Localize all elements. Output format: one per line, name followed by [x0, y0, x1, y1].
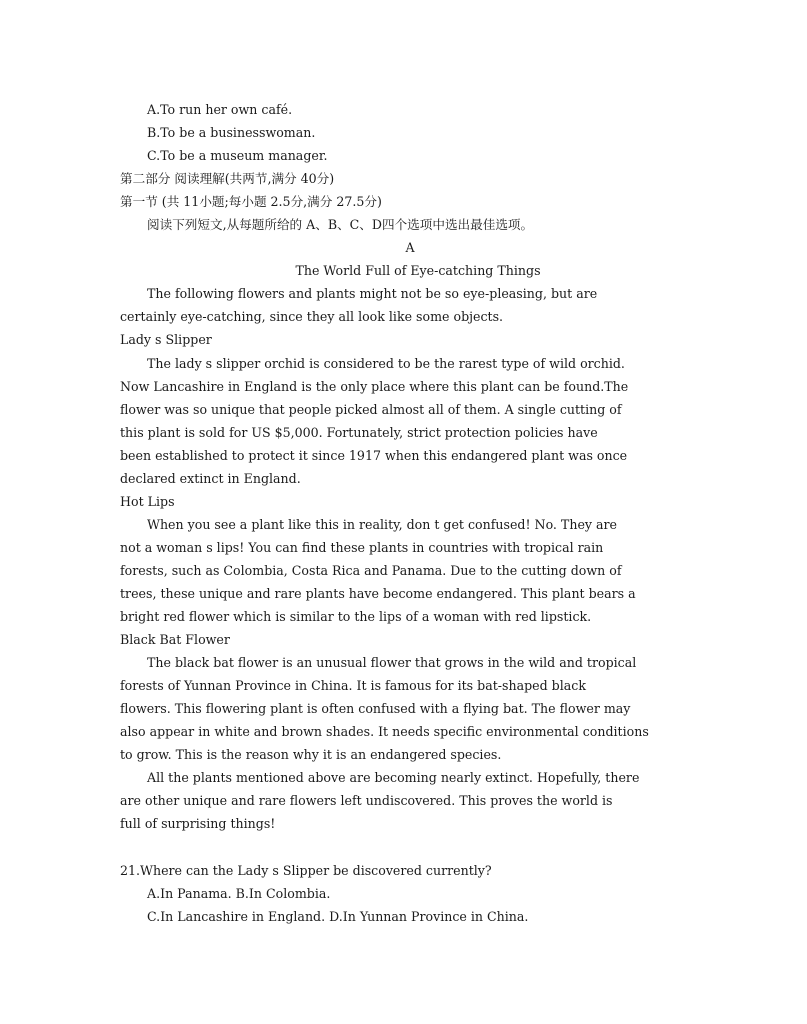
option-c-prev: C.To be a museum manager.	[147, 148, 328, 164]
paragraph-line: been established to protect it since 1917 when this endangered plant was once	[120, 447, 628, 463]
paragraph-line: forests, such as Colombia, Costa Rica and Panama. Due to the cutting down of	[120, 562, 622, 578]
spacer	[120, 836, 700, 859]
paragraph-line: flowers. This flowering plant is often confused with a flying bat. The flower may	[120, 701, 631, 717]
section-heading-hot-lips: Hot Lips	[120, 493, 175, 509]
paragraph-line: forests of Yunnan Province in China. It is famous for its bat-shaped black	[120, 678, 586, 694]
passage-label: A	[405, 240, 415, 256]
paragraph-line: this plant is sold for US $5,000. Fortunately, strict protection policies have	[120, 424, 598, 440]
conclusion-line: full of surprising things!	[120, 816, 276, 832]
instruction: 阅读下列短文,从每题所给的 A、B、C、D四个选项中选出最佳选项。	[147, 217, 534, 233]
question-options-row: A.In Panama. B.In Colombia.	[147, 885, 331, 901]
paragraph-line: also appear in white and brown shades. It needs specific environmental conditions	[120, 724, 649, 740]
conclusion-line: are other unique and rare flowers left undiscovered. This proves the world is	[120, 793, 613, 809]
paragraph-line: to grow. This is the reason why it is an endangered species.	[120, 747, 502, 763]
paragraph-line: Now Lancashire in England is the only place where this plant can be found.The	[120, 378, 629, 394]
intro-line: The following flowers and plants might not be so eye-pleasing, but are	[147, 286, 598, 302]
option-b-prev: B.To be a businesswoman.	[147, 125, 316, 141]
section-heading-black-bat-flower: Black Bat Flower	[120, 632, 230, 648]
section-heading-ladys-slipper: Lady s Slipper	[120, 332, 212, 348]
question-stem: 21.Where can the Lady s Slipper be discovered currently?	[120, 862, 492, 878]
paragraph-line: The lady s slipper orchid is considered to be the rarest type of wild orchid.	[147, 355, 625, 371]
paragraph-line: The black bat flower is an unusual flower that grows in the wild and tropical	[147, 655, 637, 671]
paragraph-line: When you see a plant like this in reality, don t get confused! No. They are	[147, 516, 617, 532]
passage-title: The World Full of Eye-catching Things	[295, 263, 541, 279]
paragraph-line: flower was so unique that people picked almost all of them. A single cutting of	[120, 401, 622, 417]
subsection-heading: 第一节 (共 11小题;每小题 2.5分,满分 27.5分)	[120, 194, 382, 210]
paragraph-line: bright red flower which is similar to the lips of a woman with red lipstick.	[120, 609, 592, 625]
paragraph-line: trees, these unique and rare plants have become endangered. This plant bears a	[120, 585, 636, 601]
exam-page	[120, 98, 700, 928]
paragraph-line: declared extinct in England.	[120, 470, 301, 486]
part-heading: 第二部分 阅读理解(共两节,满分 40分)	[120, 171, 335, 187]
paragraph-line: not a woman s lips! You can find these plants in countries with tropical rain	[120, 539, 604, 555]
option-a-prev: A.To run her own café.	[147, 102, 293, 117]
conclusion-line: All the plants mentioned above are becoming nearly extinct. Hopefully, there	[147, 770, 640, 786]
intro-line: certainly eye-catching, since they all look like some objects.	[120, 309, 504, 325]
question-options-row: C.In Lancashire in England. D.In Yunnan Province in China.	[147, 908, 529, 924]
